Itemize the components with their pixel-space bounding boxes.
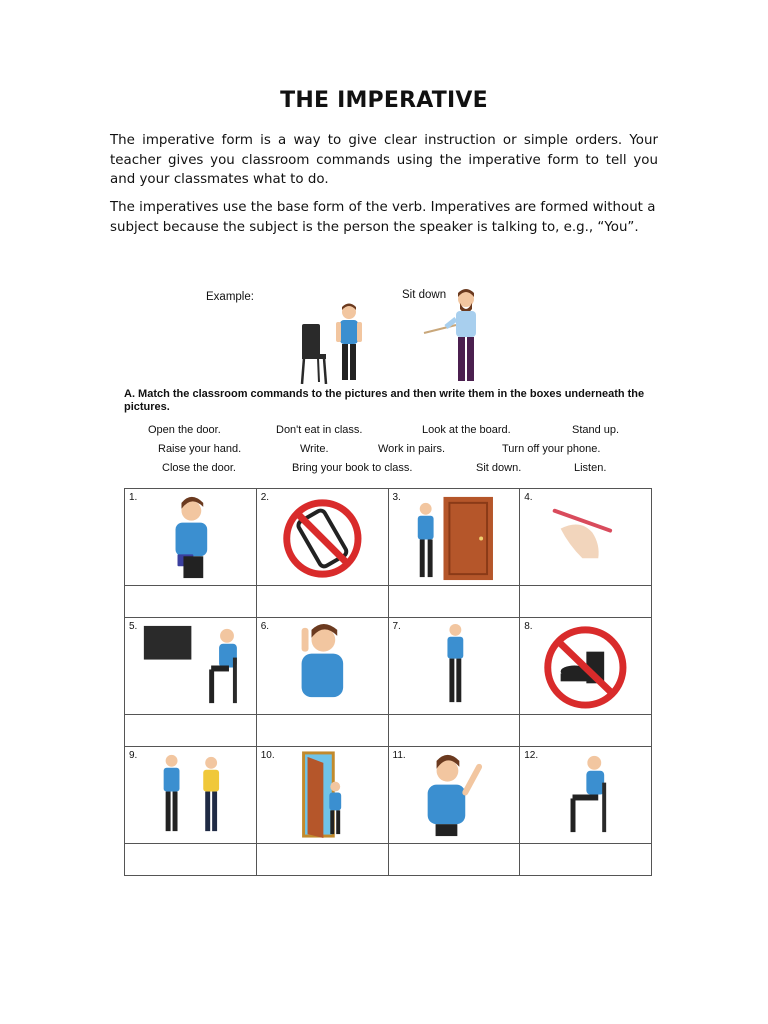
picture-cell-4 [520, 489, 652, 586]
command-word: Open the door. [148, 424, 221, 436]
teacher-pointing-icon [422, 287, 488, 387]
answer-box-1[interactable] [125, 586, 257, 618]
student-listening-icon [257, 618, 388, 714]
item-number: 9. [129, 750, 138, 761]
command-bank [122, 422, 654, 482]
item-number: 6. [260, 621, 270, 632]
item-number: 10. [260, 750, 275, 761]
command-word: Raise your hand. [158, 443, 242, 455]
no-food-icon [520, 618, 651, 714]
item-number: 5. [129, 621, 138, 632]
picture-cell-5 [125, 618, 257, 715]
command-word: Sit down. [476, 462, 522, 474]
picture-cell-11 [388, 747, 520, 844]
student-looking-at-board-icon [125, 618, 256, 714]
page-title: THE IMPERATIVE [280, 88, 488, 113]
answer-box-11[interactable] [388, 844, 520, 876]
answer-box-9[interactable] [125, 844, 257, 876]
picture-cell-3 [388, 489, 520, 586]
intro-paragraph: The imperative form is a way to give clear instruction or simple orders. Your teacher gives you classroom commands using the imperative form to tell you and your classmates what to do. [110, 133, 658, 187]
example-label: Example: [206, 291, 254, 303]
command-word: Write. [300, 443, 329, 455]
item-number: 12. [524, 750, 539, 761]
rule-paragraph: The imperatives use the base form of the verb. Imperatives are formed without a subject because the subject is the person the speaker is talking to, e.g., “You”. [110, 200, 656, 235]
command-word: Listen. [574, 462, 607, 474]
student-with-book-icon [125, 489, 256, 585]
student-closing-door-icon [257, 747, 388, 843]
hand-writing-icon [520, 489, 651, 585]
command-word: Turn off your phone. [502, 443, 601, 455]
students-in-pairs-icon [125, 747, 256, 843]
answer-box-2[interactable] [256, 586, 388, 618]
item-number: 7. [392, 621, 401, 632]
item-number: 3. [392, 492, 401, 503]
instructions-text: A. Match the classroom commands to the pictures and then write them in the boxes underneath the pictures. [124, 388, 645, 413]
command-word: Bring your book to class. [292, 462, 413, 474]
answer-box-12[interactable] [520, 844, 652, 876]
picture-cell-8 [520, 618, 652, 715]
example-speech-text: Sit down [402, 289, 447, 301]
answer-box-8[interactable] [520, 715, 652, 747]
student-raising-hand-icon [389, 747, 520, 843]
picture-cell-12 [520, 747, 652, 844]
matching-grid [124, 488, 652, 876]
command-word: Close the door. [162, 462, 236, 474]
answer-box-7[interactable] [388, 715, 520, 747]
item-number: 1. [129, 492, 138, 503]
command-word: Work in pairs. [378, 443, 446, 455]
command-word: Stand up. [572, 424, 620, 436]
worksheet-image [122, 282, 654, 876]
picture-cell-2 [256, 489, 388, 586]
picture-cell-1 [125, 489, 257, 586]
picture-cell-6 [256, 618, 388, 715]
answer-box-10[interactable] [256, 844, 388, 876]
item-number: 11. [392, 750, 406, 761]
command-word: Look at the board. [422, 424, 511, 436]
item-number: 8. [524, 621, 533, 632]
example-student-icon [334, 302, 364, 384]
command-word: Don't eat in class. [276, 424, 363, 436]
picture-cell-10 [256, 747, 388, 844]
item-number: 2. [260, 492, 270, 503]
student-sitting-icon [520, 747, 651, 843]
answer-box-5[interactable] [125, 715, 257, 747]
chair-icon [298, 324, 330, 384]
student-standing-icon [389, 618, 520, 714]
picture-cell-7 [388, 618, 520, 715]
student-at-door-icon [389, 489, 520, 585]
no-phone-icon [257, 489, 388, 585]
answer-box-4[interactable] [520, 586, 652, 618]
item-number: 4. [524, 492, 533, 503]
picture-cell-9 [125, 747, 257, 844]
answer-box-6[interactable] [256, 715, 388, 747]
answer-box-3[interactable] [388, 586, 520, 618]
